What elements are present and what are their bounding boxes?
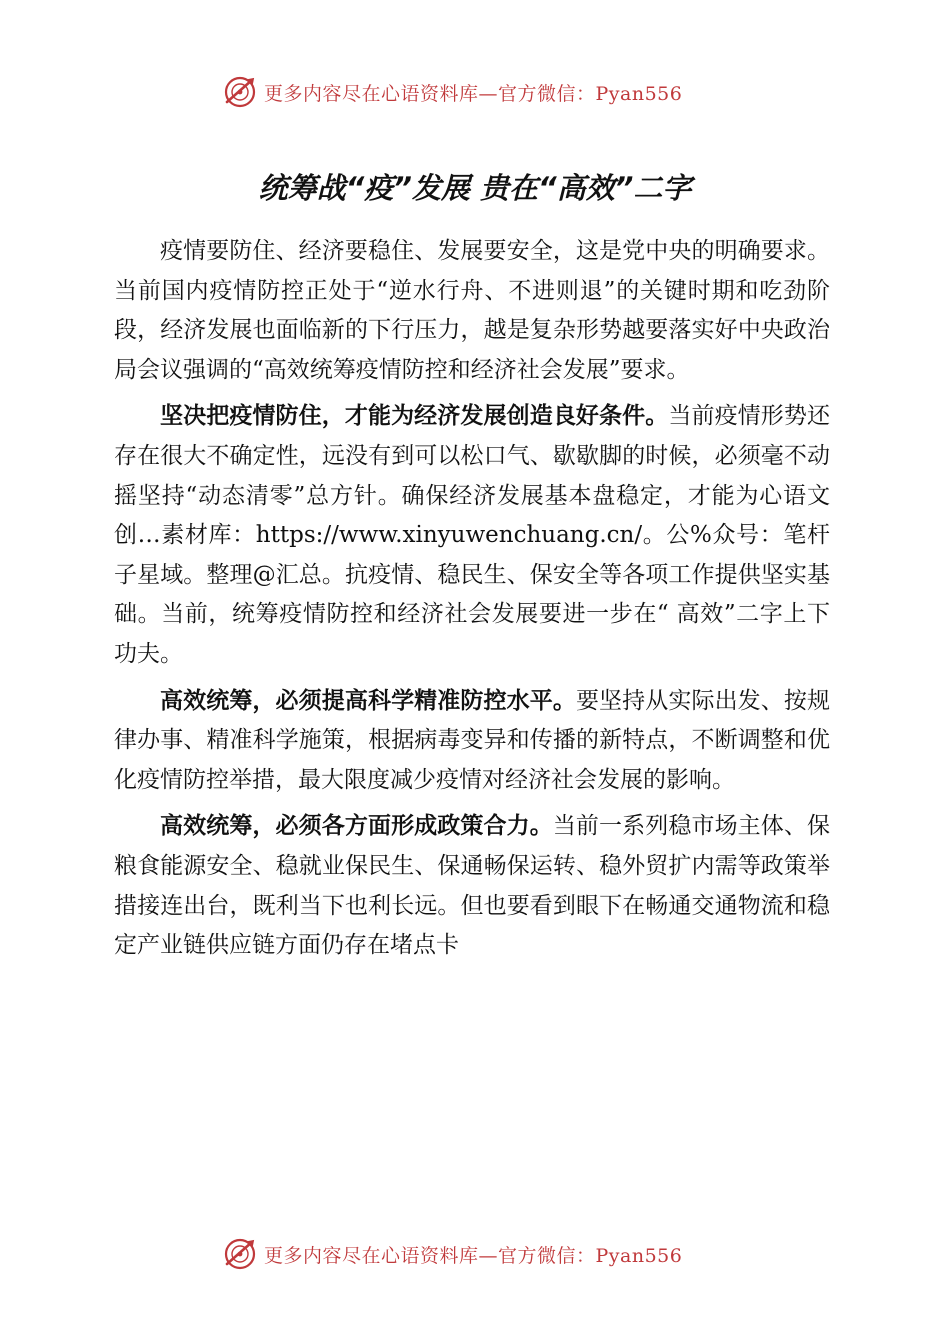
paragraph-1 bbox=[114, 232, 830, 390]
brand-logo-icon bbox=[222, 1236, 258, 1272]
article-title: 统筹战“疫”发展 贵在“高效”二字 bbox=[258, 171, 692, 205]
paragraph-4-lead: 高效统筹，必须各方面形成政策合力。 bbox=[160, 813, 553, 840]
paragraph-2-text: 当前疫情形势还存在很大不确定性，远没有到可以松口气、歇歇脚的时候，必须毫不动摇坚持“动态清零”总方针。确保经济发展基本盘稳定，才能为心语文创…素材库：https://www.xinyuwenchuang.cn/。公%众号：笔杆子星域。整理@汇总。抗疫情、稳民生、保安全等各项工作提供坚实基础。当前，统筹疫情防控和经济社会发展要进一步在“ 高效”二字上下功夫。 bbox=[114, 403, 831, 667]
paragraph-2 bbox=[114, 397, 830, 674]
header-text: 更多内容尽在心语资料库—官方微信：Pyan556 bbox=[264, 82, 683, 105]
paragraph-3-lead: 高效统筹，必须提高科学精准防控水平。 bbox=[160, 687, 576, 714]
paragraph-2-lead: 坚决把疫情防住，才能为经济发展创造良好条件。 bbox=[160, 403, 669, 430]
footer-banner bbox=[222, 1234, 682, 1274]
paragraph-4 bbox=[114, 807, 830, 965]
footer-text: 更多内容尽在心语资料库—官方微信：Pyan556 bbox=[264, 1244, 683, 1267]
header-banner bbox=[222, 72, 682, 112]
paragraph-4-text: 当前一系列稳市场主体、保粮食能源安全、稳就业保民生、保通畅保运转、稳外贸扩内需等政策举措接连出台，既利当下也利长远。但也要看到眼下在畅通交通物流和稳定产业链供应链方面仍存在堵点卡 bbox=[114, 813, 831, 959]
brand-logo-icon bbox=[222, 74, 258, 110]
paragraph-3 bbox=[114, 682, 830, 801]
paragraph-3-text: 要坚持从实际出发、按规律办事、精准科学施策，根据病毒变异和传播的新特点，不断调整和优化疫情防控举措，最大限度减少疫情对经济社会发展的影响。 bbox=[114, 687, 831, 793]
article-body bbox=[114, 232, 830, 973]
paragraph-1-text: 疫情要防住、经济要稳住、发展要安全，这是党中央的明确要求。当前国内疫情防控正处于“逆水行舟、不进则退”的关键时期和吃劲阶段，经济发展也面临新的下行压力，越是复杂形势越要落实好中央政治局会议强调的“高效统筹疫情防控和经济社会发展”要求。 bbox=[114, 238, 830, 383]
